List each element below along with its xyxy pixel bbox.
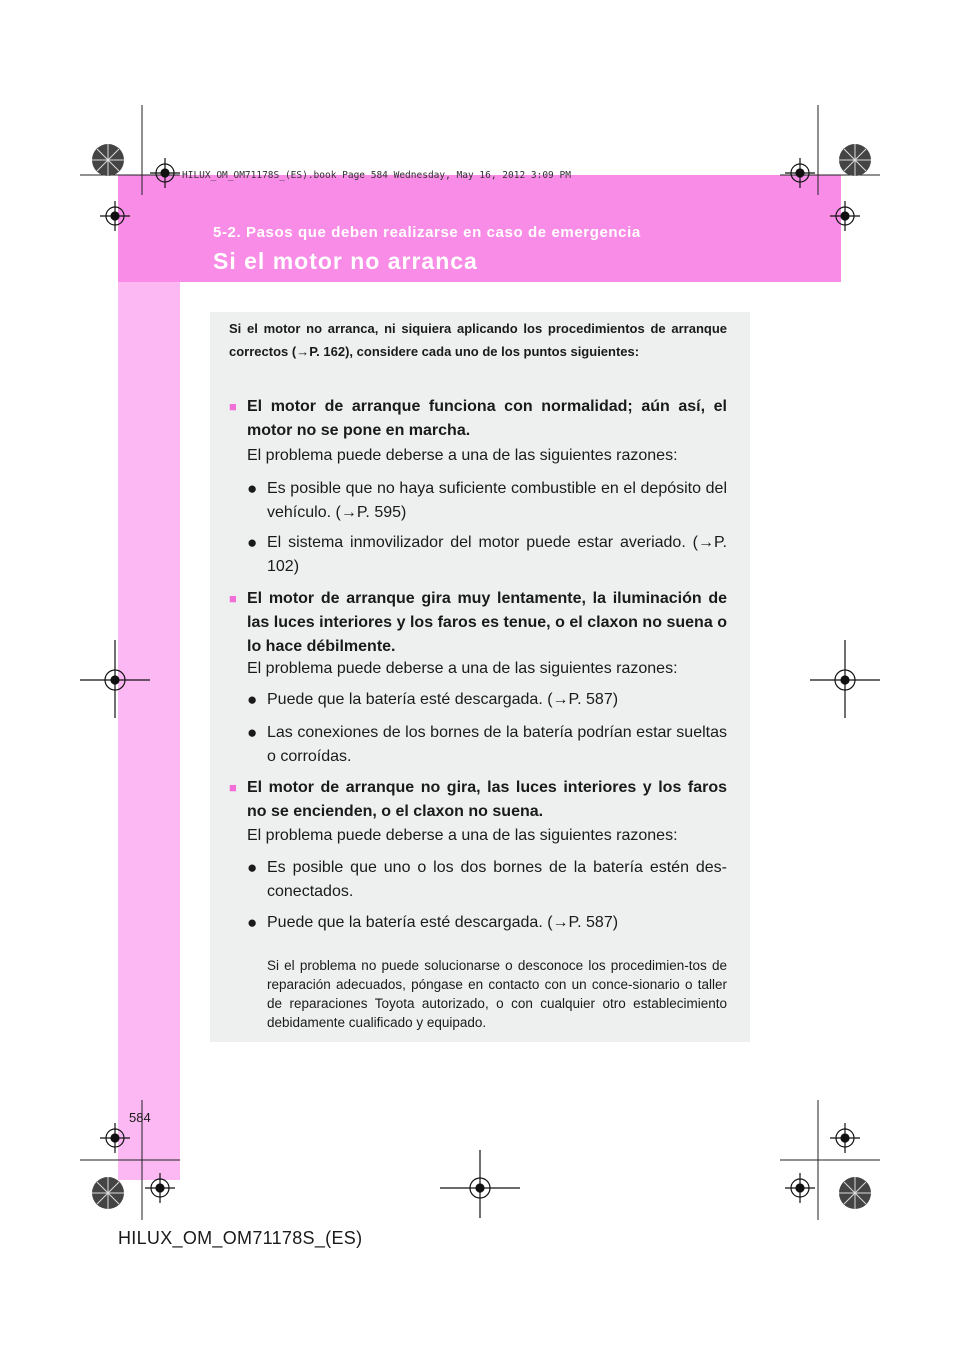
list-item-text: Puede que la batería esté descargada. (→P. 587): [267, 914, 619, 931]
note-paragraph: Si el problema no puede solucionarse o desconoce los procedimien-tos de reparación adecuados, póngase en contacto con un conce-sionario o taller de reparaciones Toyota autorizado, o con cualquier otro establecimiento debidamente cualificado y equipado.: [267, 958, 727, 1030]
registration-target-icon: [785, 158, 815, 188]
list-item-text: Es posible que no haya suficiente combustible en el depósito del vehículo. (→P. 595): [267, 480, 727, 521]
registration-target-icon: [785, 1173, 815, 1203]
registration-target-icon: [100, 1123, 130, 1153]
radial-target-icon: [92, 1177, 124, 1209]
section-label: 5-2. Pasos que deben realizarse en caso de emergencia: [213, 224, 641, 241]
section-heading-text: El motor de arranque gira muy lentamente, la iluminación de las luces interiores y los faros es tenue, o el claxon no suena o lo hace débilmente.: [247, 590, 727, 655]
square-marker-icon: ■: [229, 591, 237, 606]
square-marker-icon: ■: [229, 780, 237, 795]
bullet-dot-icon: ●: [247, 533, 258, 552]
registration-target-icon: [810, 640, 880, 718]
section-lead: El problema puede deberse a una de las siguientes razones:: [247, 827, 678, 844]
intro-paragraph: Si el motor no arranca, ni siquiera aplicando los procedimientos de arranque correctos (→P. 162), considere cada uno de los puntos siguientes:: [229, 321, 727, 359]
bullet-dot-icon: ●: [247, 858, 258, 877]
file-stamp: HILUX_OM_OM71178S_(ES).book Page 584 Wednesday, May 16, 2012 3:09 PM: [182, 170, 571, 181]
bullet-dot-icon: ●: [247, 690, 258, 709]
registration-target-icon: [830, 1123, 860, 1153]
radial-target-icon: [839, 144, 871, 176]
list-item-text: El sistema inmovilizador del motor puede estar averiado. (→P. 102): [267, 534, 727, 575]
bullet-dot-icon: ●: [247, 479, 258, 498]
section-lead: El problema puede deberse a una de las siguientes razones:: [247, 447, 678, 464]
page-number: 584: [129, 1110, 151, 1125]
section-heading-text: El motor de arranque no gira, las luces interiores y los faros no se encienden, o el claxon no suena.: [247, 779, 727, 820]
radial-target-icon: [839, 1177, 871, 1209]
registration-target-icon: [830, 201, 860, 231]
list-item-text: Las conexiones de los bornes de la batería podrían estar sueltas o corroídas.: [267, 724, 727, 765]
registration-target-icon: [150, 158, 180, 188]
registration-target-icon: [80, 640, 150, 718]
bullet-dot-icon: ●: [247, 913, 258, 932]
registration-target-icon: [100, 201, 130, 231]
list-item-text: Puede que la batería esté descargada. (→P. 587): [267, 691, 619, 708]
section-lead: El problema puede deberse a una de las siguientes razones:: [247, 660, 678, 677]
registration-target-icon: [440, 1150, 520, 1218]
radial-target-icon: [92, 144, 124, 176]
list-item-text: Es posible que uno o los dos bornes de la batería estén des-conectados.: [267, 859, 727, 900]
square-marker-icon: ■: [229, 399, 237, 414]
registration-target-icon: [145, 1173, 175, 1203]
document-code: HILUX_OM_OM71178S_(ES): [118, 1228, 363, 1248]
bullet-dot-icon: ●: [247, 723, 258, 742]
section-heading-text: El motor de arranque funciona con normalidad; aún así, el motor no se pone en marcha.: [247, 398, 727, 439]
page-title: Si el motor no arranca: [213, 248, 478, 274]
